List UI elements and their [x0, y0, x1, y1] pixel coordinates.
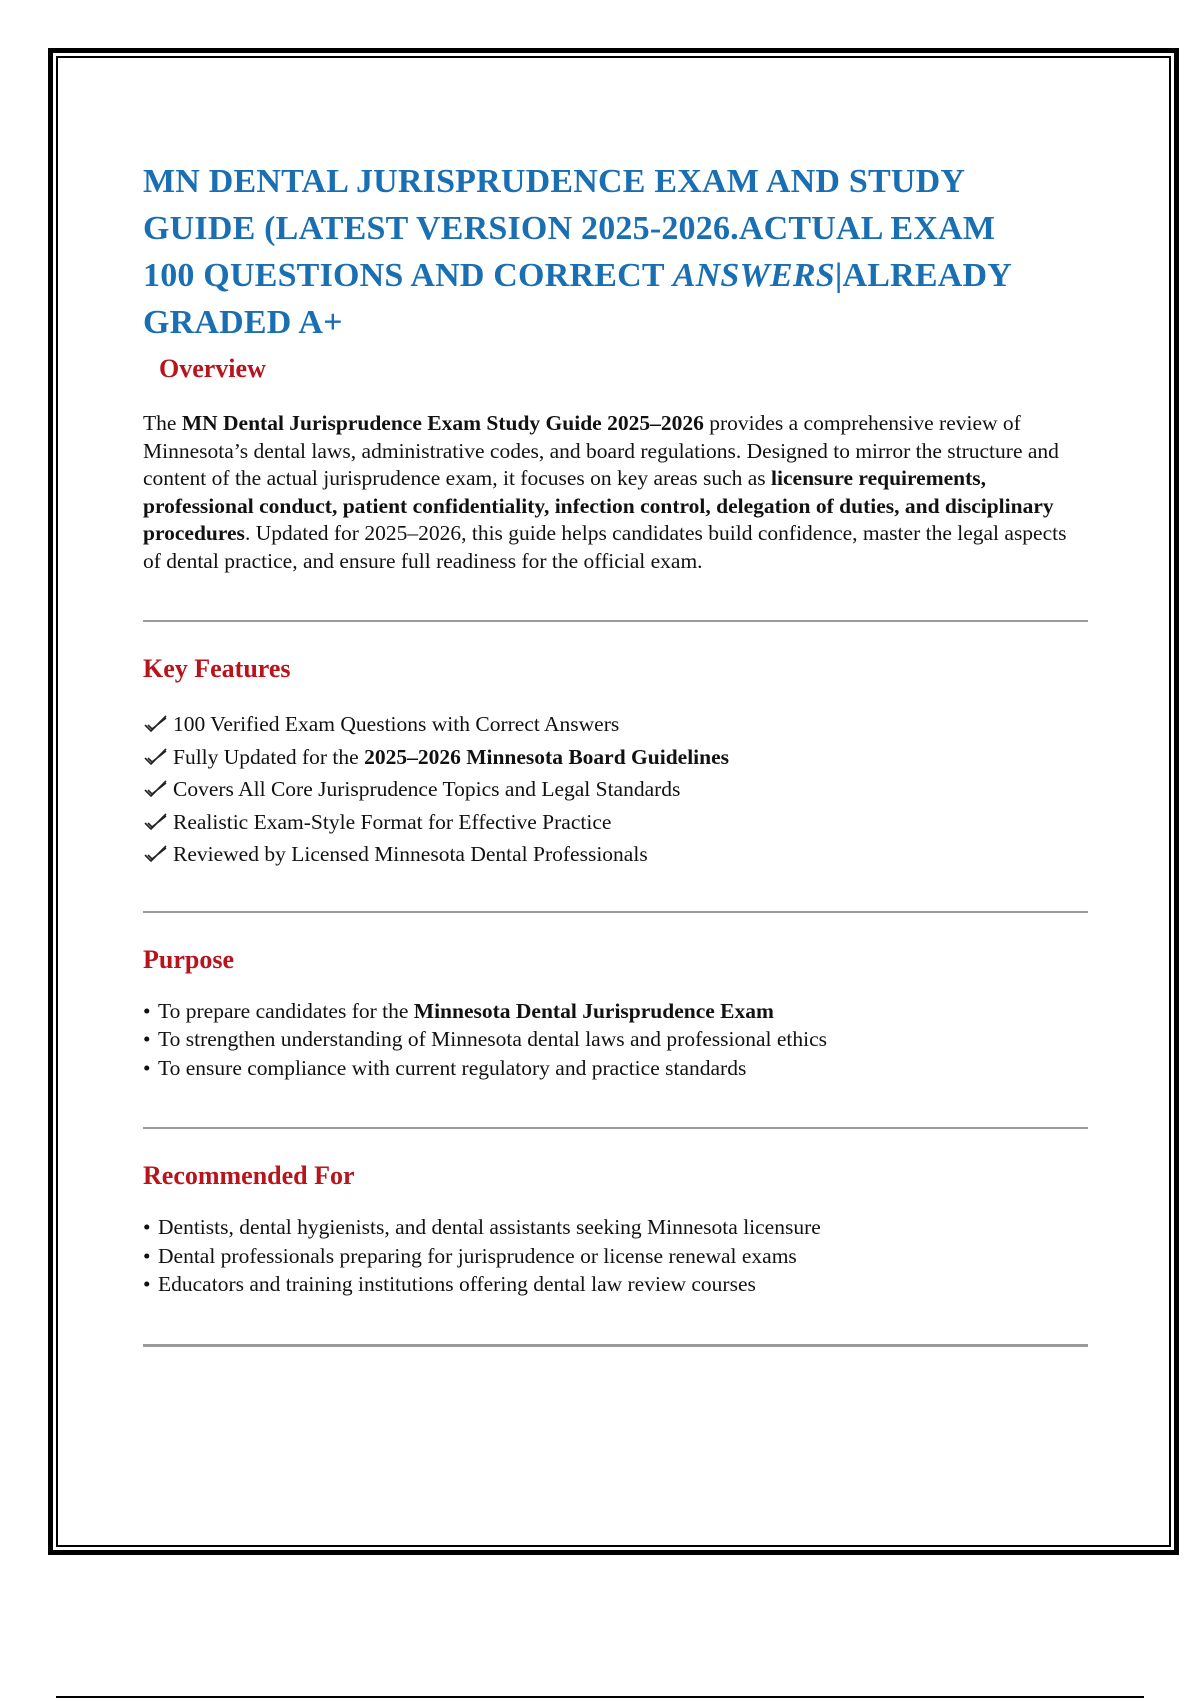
title-line-3b: ANSWERS	[672, 257, 835, 294]
title-line-3c: |ALREADY	[834, 257, 1013, 294]
feature-text: Reviewed by Licensed Minnesota Dental Professionals	[173, 842, 648, 866]
bullet: •	[143, 1055, 151, 1080]
document-title	[143, 158, 1088, 346]
feature-text: 100 Verified Exam Questions with Correct Answers	[173, 712, 620, 736]
feature-text-part: Fully Updated for the	[173, 744, 365, 769]
section-divider	[143, 911, 1088, 913]
feature-text	[173, 741, 729, 774]
title-line-4: GRADED A+	[143, 304, 343, 341]
check-icon	[143, 843, 169, 865]
purpose-text: To prepare candidates for the	[158, 998, 414, 1023]
overview-text-mid: provides a comprehensive review of Minnesota’s dental laws, administrative codes, and board regulations. Designed to mirror the structure and content of the actual jurisprudence exam, it focuses on key areas such as	[143, 411, 1059, 490]
list-item	[143, 773, 1088, 806]
bullet: •	[143, 1272, 151, 1296]
title-line-1: MN DENTAL JURISPRUDENCE EXAM AND STUDY	[143, 163, 966, 200]
list-item	[143, 997, 1088, 1026]
list-item	[143, 838, 1088, 871]
bullet: •	[143, 1215, 151, 1239]
list-item	[143, 1242, 1088, 1271]
check-icon	[143, 713, 169, 735]
check-icon	[143, 811, 169, 833]
feature-text: Covers All Core Jurisprudence Topics and Legal Standards	[173, 777, 681, 801]
bullet: •	[143, 1027, 151, 1051]
overview-paragraph	[143, 410, 1088, 575]
list-item	[143, 708, 1088, 741]
overview-key-areas: licensure requirements, professional conduct, patient confidentiality, infection control, delegation of duties, and disciplinary procedures	[143, 466, 1054, 545]
recommended-text: Dental professionals preparing for jurisprudence or license renewal exams	[158, 1243, 797, 1268]
title-line-3a: 100 QUESTIONS AND CORRECT	[143, 257, 673, 294]
recommended-text: Dentists, dental hygienists, and dental assistants seeking Minnesota licensure	[158, 1215, 821, 1239]
list-item	[143, 806, 1088, 839]
list-item	[143, 741, 1088, 774]
feature-text: Realistic Exam-Style Format for Effective Practice	[173, 809, 612, 834]
bullet: •	[143, 998, 151, 1023]
section-divider	[143, 620, 1088, 622]
key-features-heading: Key Features	[143, 654, 291, 683]
purpose-text: To strengthen understanding of Minnesota dental laws and professional ethics	[158, 1027, 828, 1051]
list-item	[143, 1213, 1088, 1242]
section-divider	[143, 1344, 1088, 1347]
overview-text-end: . Updated for 2025–2026, this guide helps candidates build confidence, master the legal aspects of dental practice, and ensure full readiness for the official exam.	[143, 521, 1067, 573]
purpose-text: To ensure compliance with current regulatory and practice standards	[158, 1055, 747, 1080]
purpose-bold-text: Minnesota Dental Jurisprudence Exam	[413, 998, 774, 1023]
list-item	[143, 1270, 1088, 1299]
overview-heading: Overview	[159, 354, 266, 383]
title-line-2: GUIDE (LATEST VERSION 2025-2026.ACTUAL EXAM	[143, 210, 996, 247]
list-item	[143, 1025, 1088, 1054]
feature-bold-text: 2025–2026 Minnesota Board Guidelines	[364, 744, 730, 769]
document-content	[143, 158, 1088, 1347]
list-item	[143, 1054, 1088, 1083]
purpose-heading: Purpose	[143, 944, 234, 974]
bullet: •	[143, 1243, 151, 1268]
section-divider	[143, 1127, 1088, 1129]
check-icon	[143, 778, 169, 800]
check-icon	[143, 746, 169, 768]
overview-guide-name: MN Dental Jurisprudence Exam Study Guide 2025–2026	[181, 411, 704, 435]
purpose-list	[143, 997, 1088, 1083]
overview-text-start: The	[143, 411, 182, 435]
key-features-list	[143, 708, 1088, 871]
recommended-text: Educators and training institutions offering dental law review courses	[158, 1272, 756, 1296]
recommended-list	[143, 1213, 1088, 1299]
page-bottom-rule	[56, 1696, 1144, 1698]
recommended-heading: Recommended For	[143, 1161, 355, 1190]
